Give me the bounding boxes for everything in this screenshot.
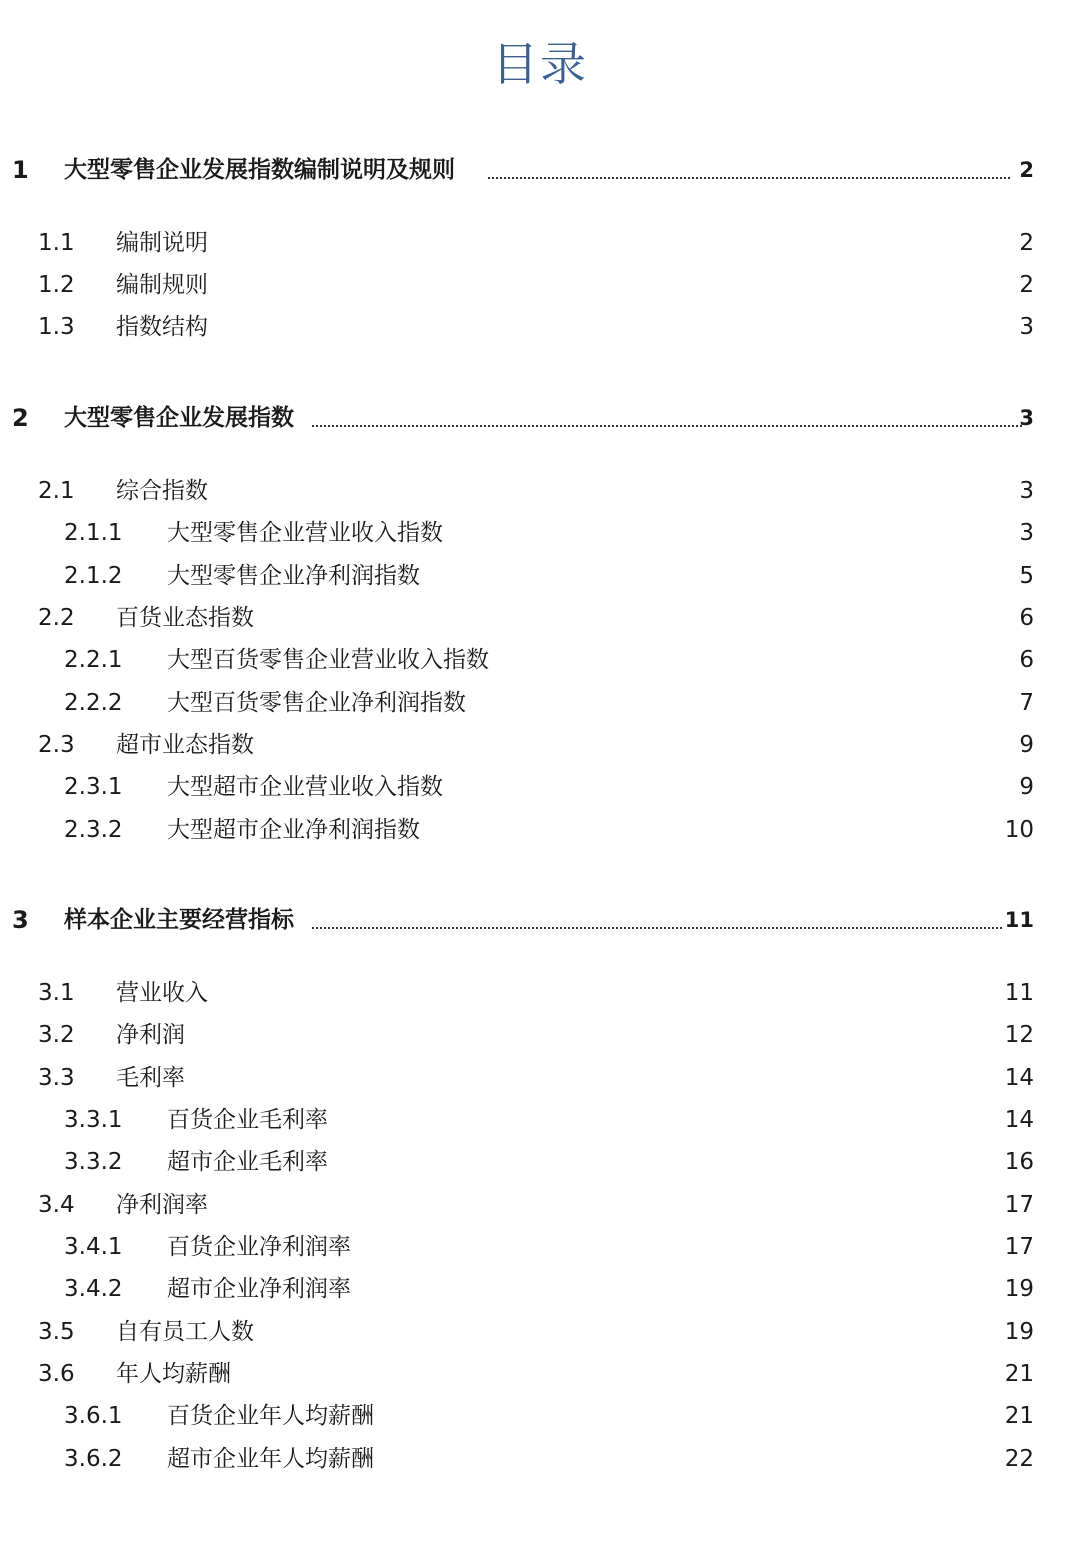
toc-entry-page: 19	[1004, 1276, 1034, 1302]
toc-entry-label: 超市企业毛利率	[167, 1149, 328, 1175]
toc-entry-number: 1.1	[38, 230, 75, 256]
toc-entry-3-5[interactable]	[0, 1312, 1080, 1352]
toc-entry-number: 2.3.2	[64, 817, 123, 843]
toc-entry-number: 1	[12, 156, 29, 184]
toc-entry-number: 2.1.1	[64, 520, 123, 546]
toc-entry-number: 2	[12, 404, 29, 432]
toc-entry-label: 百货企业净利润率	[167, 1234, 351, 1260]
toc-entry-page: 6	[1019, 647, 1034, 673]
toc-entry-page: 3	[1019, 520, 1034, 546]
toc-entry-page: 21	[1004, 1403, 1034, 1429]
toc-entry-page: 2	[1019, 272, 1034, 298]
toc-entry-label: 大型百货零售企业净利润指数	[167, 690, 466, 716]
toc-entry-label: 大型零售企业营业收入指数	[167, 520, 443, 546]
toc-entry-page: 17	[1004, 1234, 1034, 1260]
toc-entry-page: 12	[1004, 1022, 1034, 1048]
toc-entry-3-3[interactable]	[0, 1058, 1080, 1098]
toc-entry-number: 2.2.1	[64, 647, 123, 673]
toc-entry-label: 大型超市企业营业收入指数	[167, 774, 443, 800]
toc-entry-page: 3	[1019, 314, 1034, 340]
toc-entry-3[interactable]	[0, 900, 1080, 940]
toc-entry-label: 大型零售企业净利润指数	[167, 563, 420, 589]
toc-entry-2-1[interactable]	[0, 471, 1080, 511]
toc-entry-3-6-1[interactable]	[0, 1396, 1080, 1436]
toc-entry-2-1-2[interactable]	[0, 556, 1080, 596]
toc-entry-page: 21	[1004, 1361, 1034, 1387]
toc-entry-number: 3.6	[38, 1361, 75, 1387]
toc-entry-page: 10	[1004, 817, 1034, 843]
toc-entry-number: 3.5	[38, 1319, 75, 1345]
toc-entry-3-4[interactable]	[0, 1185, 1080, 1225]
toc-entry-number: 2.2	[38, 605, 75, 631]
toc-title: 目录	[492, 37, 588, 91]
toc-entry-number: 3.3.1	[64, 1107, 123, 1133]
toc-entry-number: 2.3	[38, 732, 75, 758]
dot-leader	[312, 425, 1022, 427]
toc-entry-page: 11	[1004, 980, 1034, 1006]
toc-entry-page: 9	[1019, 732, 1034, 758]
toc-entry-label: 样本企业主要经营指标	[64, 907, 294, 933]
toc-entry-page: 3	[1019, 478, 1034, 504]
toc-entry-2-2-1[interactable]	[0, 640, 1080, 680]
toc-entry-label: 编制规则	[116, 272, 208, 298]
toc-entry-page: 16	[1004, 1149, 1034, 1175]
toc-entry-label: 百货业态指数	[116, 605, 254, 631]
toc-entry-label: 超市业态指数	[116, 732, 254, 758]
toc-entry-3-1[interactable]	[0, 973, 1080, 1013]
toc-entry-1-3[interactable]	[0, 307, 1080, 347]
toc-entry-page: 19	[1004, 1319, 1034, 1345]
toc-entry-number: 3.6.1	[64, 1403, 123, 1429]
toc-entry-label: 大型百货零售企业营业收入指数	[167, 647, 489, 673]
toc-entry-number: 1.3	[38, 314, 75, 340]
toc-entry-label: 百货企业年人均薪酬	[167, 1403, 374, 1429]
toc-entry-1[interactable]	[0, 150, 1080, 190]
dot-leader	[312, 927, 1002, 929]
toc-entry-number: 3	[12, 906, 29, 934]
toc-entry-3-4-2[interactable]	[0, 1269, 1080, 1309]
toc-entry-2-2-2[interactable]	[0, 683, 1080, 723]
toc-entry-page: 6	[1019, 605, 1034, 631]
toc-entry-number: 3.3	[38, 1065, 75, 1091]
toc-entry-1-1[interactable]	[0, 223, 1080, 263]
toc-entry-number: 3.6.2	[64, 1446, 123, 1472]
toc-entry-3-3-1[interactable]	[0, 1100, 1080, 1140]
toc-entry-label: 编制说明	[116, 230, 208, 256]
toc-entry-number: 3.2	[38, 1022, 75, 1048]
toc-entry-number: 2.2.2	[64, 690, 123, 716]
toc-entry-page: 14	[1004, 1107, 1034, 1133]
toc-entry-label: 净利润	[116, 1022, 185, 1048]
toc-entry-number: 2.1.2	[64, 563, 123, 589]
toc-entry-page: 2	[1019, 230, 1034, 256]
toc-entry-page: 9	[1019, 774, 1034, 800]
toc-entry-2-1-1[interactable]	[0, 513, 1080, 553]
toc-entry-3-6-2[interactable]	[0, 1439, 1080, 1479]
toc-entry-2-3-2[interactable]	[0, 810, 1080, 850]
toc-entry-label: 大型零售企业发展指数编制说明及规则	[64, 157, 455, 183]
toc-entry-label: 大型超市企业净利润指数	[167, 817, 420, 843]
toc-entry-2-3[interactable]	[0, 725, 1080, 765]
toc-entry-number: 3.1	[38, 980, 75, 1006]
toc-entry-page: 11	[1004, 908, 1034, 932]
toc-entry-2-2[interactable]	[0, 598, 1080, 638]
toc-entry-label: 超市企业年人均薪酬	[167, 1446, 374, 1472]
toc-entry-3-4-1[interactable]	[0, 1227, 1080, 1267]
dot-leader	[488, 177, 1010, 179]
toc-entry-number: 3.4.1	[64, 1234, 123, 1260]
toc-entry-page: 22	[1004, 1446, 1034, 1472]
toc-entry-page: 7	[1019, 690, 1034, 716]
toc-entry-3-6[interactable]	[0, 1354, 1080, 1394]
toc-entry-number: 3.4.2	[64, 1276, 123, 1302]
toc-entry-1-2[interactable]	[0, 265, 1080, 305]
toc-entry-label: 综合指数	[116, 478, 208, 504]
toc-entry-page: 5	[1019, 563, 1034, 589]
toc-entry-number: 3.4	[38, 1192, 75, 1218]
toc-entry-3-2[interactable]	[0, 1015, 1080, 1055]
toc-entry-page: 14	[1004, 1065, 1034, 1091]
toc-entry-page: 2	[1019, 158, 1034, 182]
toc-entry-number: 2.3.1	[64, 774, 123, 800]
toc-entry-label: 自有员工人数	[116, 1319, 254, 1345]
toc-entry-label: 超市企业净利润率	[167, 1276, 351, 1302]
toc-entry-3-3-2[interactable]	[0, 1142, 1080, 1182]
toc-entry-label: 年人均薪酬	[116, 1361, 231, 1387]
toc-entry-2[interactable]	[0, 398, 1080, 438]
toc-entry-number: 1.2	[38, 272, 75, 298]
toc-entry-page: 17	[1004, 1192, 1034, 1218]
toc-entry-page: 3	[1019, 406, 1034, 430]
toc-entry-2-3-1[interactable]	[0, 767, 1080, 807]
toc-entry-label: 净利润率	[116, 1192, 208, 1218]
toc-entry-label: 指数结构	[116, 314, 208, 340]
toc-entry-number: 3.3.2	[64, 1149, 123, 1175]
toc-entry-label: 营业收入	[116, 980, 208, 1006]
toc-entry-label: 百货企业毛利率	[167, 1107, 328, 1133]
toc-entry-label: 毛利率	[116, 1065, 185, 1091]
toc-entry-number: 2.1	[38, 478, 75, 504]
toc-entry-label: 大型零售企业发展指数	[64, 405, 294, 431]
